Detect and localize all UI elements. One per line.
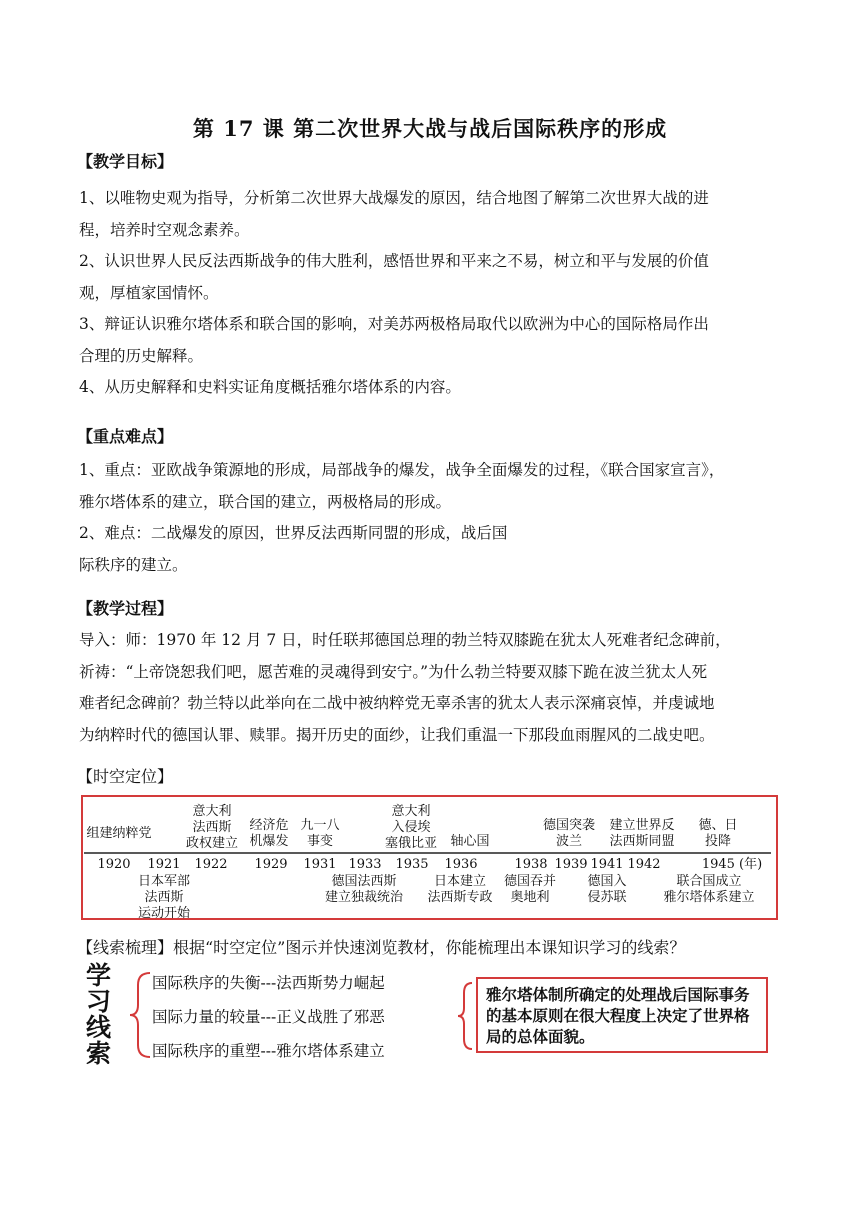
timeline-event-below: 德国法西斯 [331, 874, 397, 889]
objectives-line: 合理的历史解释。 [79, 346, 204, 365]
timeline-event-above: 法西斯同盟 [609, 834, 675, 849]
timeline-event-above: 法西斯 [192, 820, 232, 835]
timeline-event-above: 组建纳粹党 [86, 826, 152, 841]
timeline-event-above: 九一八 [300, 818, 340, 833]
clue-title-char: 线 [86, 1013, 112, 1042]
timeline-event-above: 机爆发 [249, 834, 289, 849]
timeline-event-below: 联合国成立 [676, 874, 742, 889]
objectives-line: 2、认识世界人民反法西斯战争的伟大胜利，感悟世界和平来之不易，树立和平与发展的价值 [79, 252, 709, 270]
timeline-event-above: 意大利 [192, 804, 232, 819]
timeline-event-below: 运动开始 [137, 906, 191, 920]
timeline-diagram [81, 795, 778, 920]
clue-item: 国际力量的较量---正义战胜了邪恶 [152, 1008, 385, 1026]
timeline-event-above: 轴心国 [450, 834, 490, 849]
timeline-year: 1935 [395, 857, 429, 872]
process-text [79, 625, 785, 751]
objectives-text [79, 183, 785, 404]
clue-heading: 【线索梳理】根据“时空定位”图示并快速浏览教材，你能梳理出本课知识学习的线索？ [77, 938, 686, 957]
timeline-event-above: 政权建立 [185, 836, 239, 851]
objectives-line: 观，厚植家国情怀。 [79, 283, 219, 302]
timeline-event-above: 波兰 [555, 834, 583, 849]
timeline-event-below: 法西斯专政 [427, 890, 493, 905]
timeline-event-above: 建立世界反 [609, 818, 675, 833]
process-line: 为纳粹时代的德国认罪、赎罪。揭开历史的面纱，让我们重温一下那段血雨腥风的二战史吧。 [79, 725, 715, 744]
key-points-line: 际秩序的建立。 [79, 555, 188, 574]
key-points-line: 雅尔塔体系的建立，联合国的建立，两极格局的形成。 [79, 492, 452, 511]
timeline-event-below: 侵苏联 [587, 890, 627, 905]
timeline-year: 1938 [514, 857, 548, 872]
clue-title [86, 963, 126, 1067]
process-line: 难者纪念碑前？勃兰特以此举向在二战中被纳粹党无辜杀害的犹太人表示深痛哀悼，并虔诚地 [79, 694, 715, 712]
clue-item: 国际秩序的失衡---法西斯势力崛起 [152, 974, 385, 992]
timeline-heading: 【时空定位】 [77, 767, 174, 786]
timeline-year: 1929 [254, 857, 288, 872]
objectives-line: 1、以唯物史观为指导，分析第二次世界大战爆发的原因，结合地图了解第二次世界大战的进 [79, 189, 709, 207]
right-brace-icon [456, 981, 476, 1051]
timeline-event-above: 塞俄比亚 [384, 836, 438, 851]
objectives-line: 程，培养时空观念素养。 [79, 220, 250, 239]
clue-item: 国际秩序的重塑---雅尔塔体系建立 [152, 1042, 385, 1060]
timeline-event-above: 投降 [704, 834, 732, 849]
timeline-year: 1933 [348, 857, 382, 872]
key-points-heading: 【重点难点】 [77, 427, 174, 446]
timeline-event-above: 德国突袭 [542, 818, 596, 833]
timeline-event-above: 经济危 [249, 818, 289, 833]
key-points-line: 2、难点：二战爆发的原因，世界反法西斯同盟的形成，战后国 [79, 524, 508, 542]
timeline-year: 1920 [97, 857, 131, 872]
timeline-event-below: 建立独裁统治 [324, 890, 404, 905]
lesson-title: 第 17 课 第二次世界大战与战后国际秩序的形成 [192, 116, 668, 141]
clue-title-char: 学 [86, 961, 112, 990]
learning-clue-diagram [84, 963, 784, 1073]
timeline-year: 1921 [147, 857, 181, 872]
key-points-text [79, 455, 785, 581]
timeline-year: 1922 [194, 857, 228, 872]
key-points-line: 1、重点：亚欧战争策源地的形成，局部战争的爆发，战争全面爆发的过程，《联合国家宣言》， [79, 461, 725, 479]
timeline-event-below: 雅尔塔体系建立 [663, 890, 755, 905]
timeline-event-above: 德、日 [698, 818, 738, 833]
process-line: 祈祷：“上帝饶恕我们吧，愿苦难的灵魂得到安宁。”为什么勃兰特要双膝下跪在波兰犹太人死 [79, 662, 708, 681]
timeline-event-above: 事变 [306, 834, 334, 849]
timeline-event-below: 日本建立 [433, 874, 487, 889]
timeline-year: 1942 [627, 857, 661, 872]
timeline-year: 1941 [590, 857, 624, 872]
process-heading: 【教学过程】 [77, 599, 174, 618]
timeline-year: 1945 (年) [701, 857, 763, 872]
clue-title-char: 索 [86, 1039, 112, 1068]
timeline-year: 1936 [444, 857, 478, 872]
timeline-event-below: 奥地利 [510, 890, 550, 905]
timeline-year: 1931 [303, 857, 337, 872]
clue-title-char: 习 [86, 987, 112, 1016]
timeline-event-below: 德国吞并 [503, 874, 557, 889]
process-line: 导入：师：1970 年 12 月 7 日，时任联邦德国总理的勃兰特双膝跪在犹太人死难者纪念碑前， [79, 631, 731, 649]
clue-conclusion-box: 雅尔塔体制所确定的处理战后国际事务的基本原则在很大程度上决定了世界格局的总体面貌。 [476, 977, 768, 1053]
timeline-year: 1939 [554, 857, 588, 872]
timeline-event-above: 意大利 [391, 804, 431, 819]
objectives-heading: 【教学目标】 [77, 152, 174, 171]
timeline-event-below: 德国入 [587, 874, 627, 889]
timeline-event-below: 法西斯 [144, 890, 184, 905]
timeline-event-above: 入侵埃 [391, 820, 431, 835]
timeline-event-below: 日本军部 [137, 874, 191, 889]
objectives-line: 4、从历史解释和史料实证角度概括雅尔塔体系的内容。 [79, 378, 461, 396]
objectives-line: 3、辩证认识雅尔塔体系和联合国的影响，对美苏两极格局取代以欧洲为中心的国际格局作出 [79, 315, 709, 333]
